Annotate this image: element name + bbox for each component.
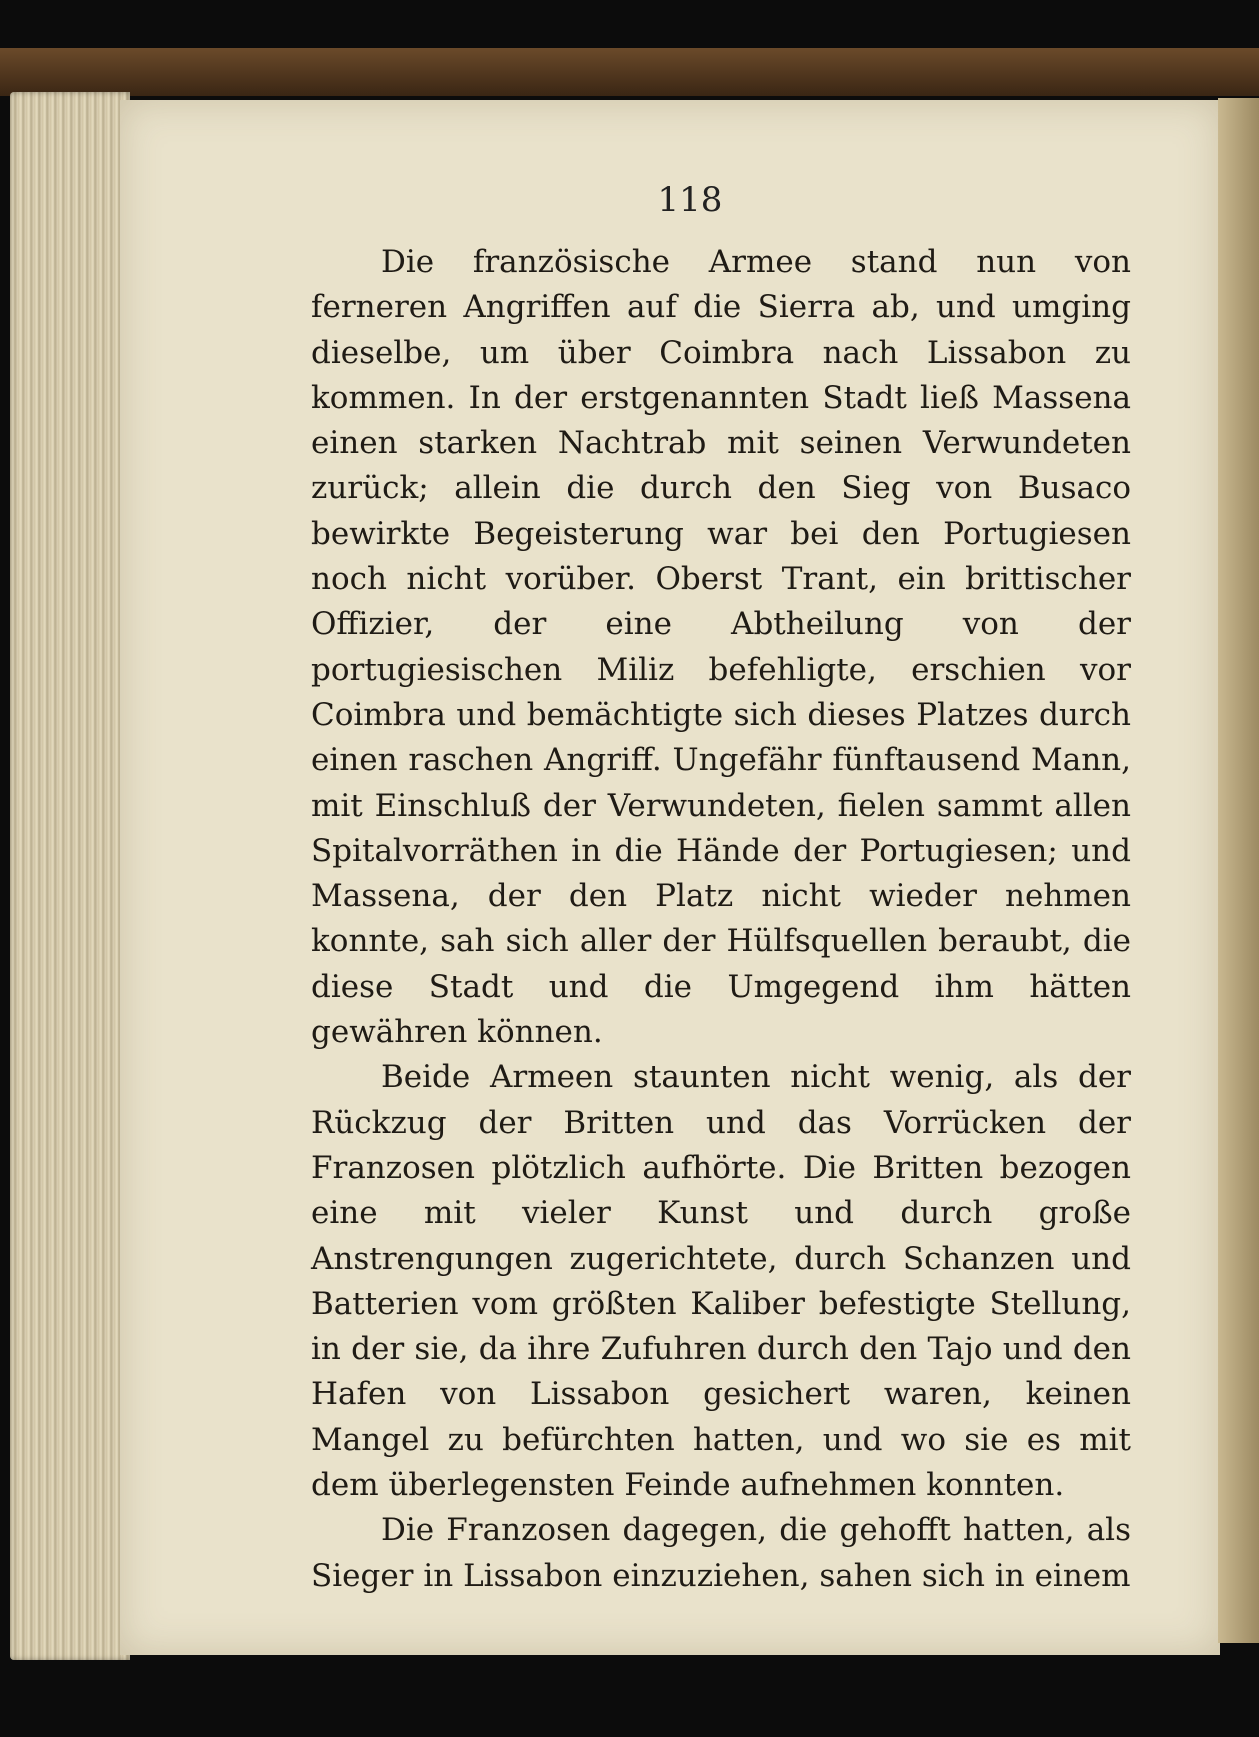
page-number: 118	[657, 180, 723, 220]
paragraph-2: Beide Armeen staunten nicht wenig, als der Rückzug der Britten und das Vorrücken der Franzosen plötzlich aufhörte. Die Britten bezogen eine mit vieler Kunst und durch große Anstrengungen zugerichtete, durch Schanzen und Batterien vom größten Kaliber befestigte Stellung, in der sie, da ihre Zufuhren durch den Tajo und den Hafen von Lissabon gesichert waren, keinen Mangel zu befürchten hatten, und wo sie es mit dem überlegensten Feinde aufnehmen konnten.	[311, 1059, 1131, 1504]
page-body	[311, 240, 1131, 1599]
facing-page-edge	[1218, 98, 1259, 1643]
book-cover-edge	[0, 48, 1259, 96]
paragraph-1: Die französische Armee stand nun von ferneren Angriffen auf die Sierra ab, und umging dieselbe, um über Coimbra nach Lissabon zu kommen. In der erstgenannten Stadt ließ Massena einen starken Nachtrab mit seinen Verwundeten zurück; allein die durch den Sieg von Busaco bewirkte Begeisterung war bei den Portugiesen noch nicht vorüber. Oberst Trant, ein brittischer Offizier, der eine Abtheilung von der portugiesischen Miliz befehligte, erschien vor Coimbra und bemächtigte sich dieses Platzes durch einen raschen Angriff. Ungefähr fünftausend Mann, mit Einschluß der Verwundeten, fielen sammt allen Spitalvorräthen in die Hände der Portugiesen; und Massena, der den Platz nicht wieder nehmen konnte, sah sich aller der Hülfsquellen beraubt, die diese Stadt und die Umgegend ihm hätten gewähren können.	[311, 244, 1131, 1051]
page-stack-edge	[10, 92, 130, 1660]
paragraph-3: Die Franzosen dagegen, die gehofft hatten, als Sieger in Lissabon einzuziehen, sahen sich in einem	[311, 1512, 1131, 1594]
